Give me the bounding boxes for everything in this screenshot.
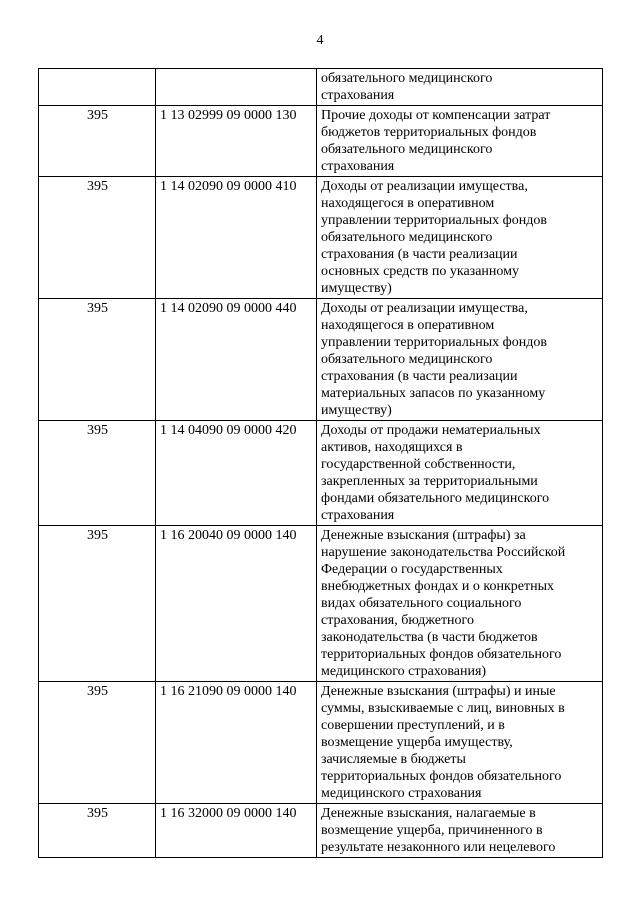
- revenue-name-line: имуществу): [321, 281, 392, 296]
- revenue-name-line: страхования: [321, 159, 395, 174]
- budget-code-cell: 1 16 21090 09 0000 140: [156, 682, 317, 804]
- budget-code-cell: 1 14 04090 09 0000 420: [156, 421, 317, 526]
- revenue-name-line: основных средств по указанному: [321, 264, 519, 279]
- revenue-name-line: зачисляемые в бюджеты: [321, 752, 466, 767]
- revenue-name-line: бюджетов территориальных фондов: [321, 125, 537, 140]
- revenue-name-line: Денежные взыскания (штрафы) и иные: [321, 684, 556, 699]
- revenue-name-cell: [317, 421, 603, 526]
- revenue-name-cell: [317, 177, 603, 299]
- budget-code-cell: 1 16 32000 09 0000 140: [156, 804, 317, 858]
- revenue-name-cell: [317, 804, 603, 858]
- revenue-name-line: фондами обязательного медицинского: [321, 491, 550, 506]
- revenue-name-line: страхования: [321, 88, 395, 103]
- budget-code-cell: 1 16 20040 09 0000 140: [156, 526, 317, 682]
- budget-classification-table: [38, 68, 603, 858]
- revenue-name-line: территориальных фондов обязательного: [321, 769, 562, 784]
- revenue-name-line: страхования (в части реализации: [321, 369, 518, 384]
- revenue-name-line: активов, находящихся в: [321, 440, 463, 455]
- admin-code-cell: 395: [39, 106, 156, 177]
- table-row: [39, 526, 603, 682]
- admin-code-cell: [39, 69, 156, 106]
- admin-code-cell: 395: [39, 299, 156, 421]
- revenue-name-cell: [317, 106, 603, 177]
- revenue-name-line: видах обязательного социального: [321, 596, 522, 611]
- revenue-name-line: возмещение ущерба имуществу,: [321, 735, 513, 750]
- revenue-name-line: находящегося в оперативном: [321, 196, 495, 211]
- revenue-name-line: Доходы от продажи нематериальных: [321, 423, 541, 438]
- revenue-name-line: страхования (в части реализации: [321, 247, 518, 262]
- revenue-name-line: Прочие доходы от компенсации затрат: [321, 108, 551, 123]
- revenue-name-line: законодательства (в части бюджетов: [321, 630, 538, 645]
- revenue-name-cell: [317, 69, 603, 106]
- revenue-name-line: обязательного медицинского: [321, 142, 493, 157]
- revenue-name-line: управлении территориальных фондов: [321, 213, 547, 228]
- revenue-name-line: обязательного медицинского: [321, 71, 493, 86]
- table-row: [39, 299, 603, 421]
- admin-code-cell: 395: [39, 421, 156, 526]
- table-row: [39, 804, 603, 858]
- revenue-name-line: Доходы от реализации имущества,: [321, 301, 528, 316]
- budget-code-cell: [156, 69, 317, 106]
- revenue-name-line: совершении преступлений, и в: [321, 718, 505, 733]
- revenue-name-line: материальных запасов по указанному: [321, 386, 546, 401]
- revenue-name-line: управлении территориальных фондов: [321, 335, 547, 350]
- revenue-name-line: возмещение ущерба, причиненного в: [321, 823, 543, 838]
- revenue-name-line: страхования, бюджетного: [321, 613, 474, 628]
- revenue-name-line: внебюджетных фондах и о конкретных: [321, 579, 555, 594]
- revenue-name-line: обязательного медицинского: [321, 352, 493, 367]
- revenue-name-line: закрепленных за территориальными: [321, 474, 538, 489]
- budget-code-cell: 1 13 02999 09 0000 130: [156, 106, 317, 177]
- revenue-name-line: государственной собственности,: [321, 457, 516, 472]
- table-row: [39, 69, 603, 106]
- revenue-name-line: Денежные взыскания (штрафы) за: [321, 528, 526, 543]
- revenue-name-line: нарушение законодательства Российской: [321, 545, 566, 560]
- table-row: [39, 421, 603, 526]
- admin-code-cell: 395: [39, 682, 156, 804]
- revenue-name-cell: [317, 526, 603, 682]
- page-number: 4: [316, 33, 324, 48]
- revenue-name-line: обязательного медицинского: [321, 230, 493, 245]
- revenue-name-cell: [317, 299, 603, 421]
- revenue-name-line: медицинского страхования): [321, 664, 487, 679]
- table-row: [39, 682, 603, 804]
- revenue-name-line: страхования: [321, 508, 395, 523]
- revenue-name-line: результате незаконного или нецелевого: [321, 840, 556, 855]
- revenue-name-line: находящегося в оперативном: [321, 318, 495, 333]
- table-body: [39, 69, 603, 858]
- budget-code-cell: 1 14 02090 09 0000 440: [156, 299, 317, 421]
- revenue-name-line: суммы, взыскиваемые с лиц, виновных в: [321, 701, 565, 716]
- table-row: [39, 177, 603, 299]
- revenue-name-line: Доходы от реализации имущества,: [321, 179, 528, 194]
- revenue-name-line: медицинского страхования: [321, 786, 482, 801]
- admin-code-cell: 395: [39, 804, 156, 858]
- admin-code-cell: 395: [39, 177, 156, 299]
- revenue-name-line: Денежные взыскания, налагаемые в: [321, 806, 536, 821]
- admin-code-cell: 395: [39, 526, 156, 682]
- revenue-name-line: Федерации о государственных: [321, 562, 503, 577]
- revenue-name-line: территориальных фондов обязательного: [321, 647, 562, 662]
- revenue-name-line: имуществу): [321, 403, 392, 418]
- budget-code-cell: 1 14 02090 09 0000 410: [156, 177, 317, 299]
- table-row: [39, 106, 603, 177]
- revenue-name-cell: [317, 682, 603, 804]
